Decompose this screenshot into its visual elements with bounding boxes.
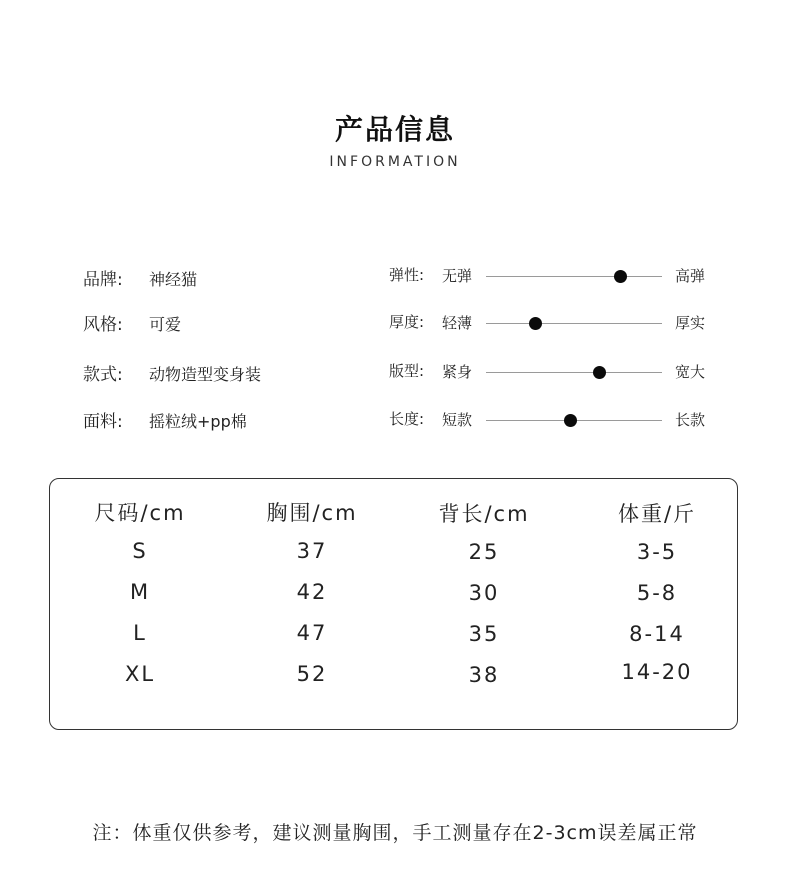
scale-track <box>486 372 662 373</box>
scale-marker <box>593 366 606 379</box>
scale-elasticity <box>389 264 719 288</box>
scale-track <box>486 276 662 277</box>
info-row-design <box>83 360 262 385</box>
table-cell: M <box>129 580 151 604</box>
scale-track <box>486 323 662 324</box>
table-cell: S <box>132 539 148 563</box>
info-value: 动物造型变身装 <box>149 365 262 384</box>
table-cell: L <box>133 621 147 645</box>
scale-high-label: 长款 <box>675 411 706 429</box>
info-value: 可爱 <box>149 315 182 334</box>
table-cell: 35 <box>468 622 500 646</box>
table-cell: 14-20 <box>621 660 693 684</box>
info-row-style <box>83 310 182 335</box>
footnote: 注：体重仅供参考，建议测量胸围，手工测量存在2-3cm误差属正常 <box>92 822 698 844</box>
scale-high-label: 宽大 <box>675 363 706 381</box>
scale-low-label: 轻薄 <box>442 314 473 332</box>
page-subtitle: INFORMATION <box>329 154 461 170</box>
scale-label: 长度: <box>389 410 425 428</box>
info-value: 摇粒绒+pp棉 <box>149 412 247 431</box>
scale-length <box>389 408 719 432</box>
scale-low-label: 无弹 <box>442 267 473 285</box>
scale-marker <box>564 414 577 427</box>
info-key: 风格: <box>83 315 123 335</box>
table-header-weight: 体重/斤 <box>617 502 697 526</box>
scale-low-label: 紧身 <box>442 363 473 381</box>
info-key: 品牌: <box>83 270 123 290</box>
table-cell: 5-8 <box>636 581 678 605</box>
table-cell: 37 <box>296 539 328 563</box>
info-key: 面料: <box>83 412 123 432</box>
table-header-chest: 胸围/cm <box>266 501 358 525</box>
info-key: 款式: <box>83 365 123 385</box>
table-cell: 52 <box>296 662 328 686</box>
table-cell: 8-14 <box>629 622 685 646</box>
scale-marker <box>529 317 542 330</box>
table-cell: 30 <box>468 581 500 605</box>
table-cell: 25 <box>468 540 500 564</box>
table-cell: 38 <box>468 663 500 687</box>
scale-marker <box>614 270 627 283</box>
scale-fit <box>389 360 719 384</box>
info-row-brand <box>83 265 198 290</box>
table-cell: XL <box>124 662 156 686</box>
scale-thickness <box>389 311 719 335</box>
table-header-back: 背长/cm <box>438 502 530 526</box>
table-cell: 3-5 <box>636 540 678 564</box>
table-cell: 47 <box>296 621 328 645</box>
info-row-fabric <box>83 407 247 432</box>
page-title: 产品信息 <box>334 113 455 146</box>
scale-label: 弹性: <box>389 266 425 284</box>
table-cell: 42 <box>296 580 328 604</box>
table-header-size: 尺码/cm <box>94 501 186 525</box>
info-value: 神经猫 <box>149 270 198 289</box>
scale-high-label: 厚实 <box>675 314 706 332</box>
scale-label: 厚度: <box>389 313 425 331</box>
scale-high-label: 高弹 <box>675 267 706 285</box>
scale-label: 版型: <box>389 362 425 380</box>
scale-low-label: 短款 <box>442 411 473 429</box>
